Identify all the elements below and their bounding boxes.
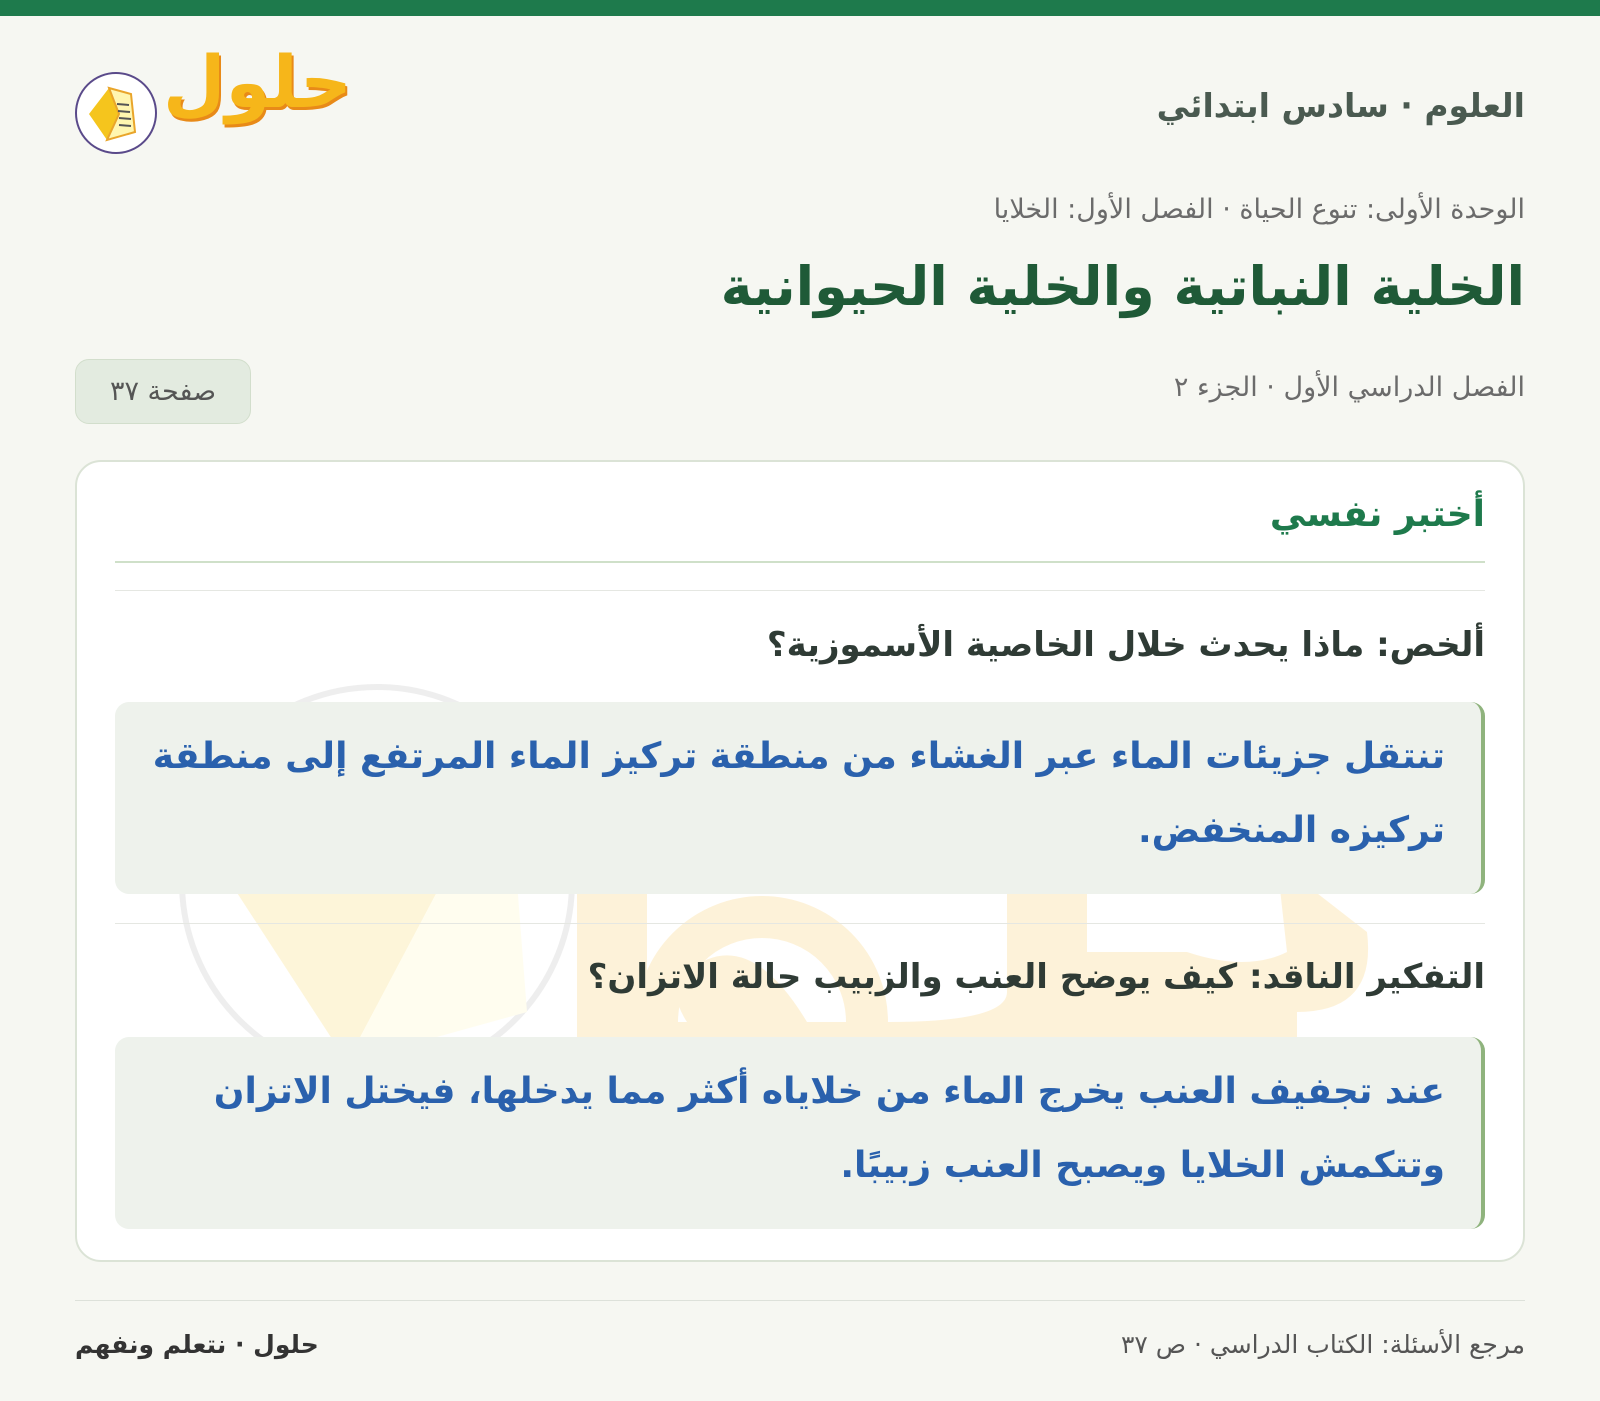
hulul-logo[interactable] (75, 40, 352, 162)
book-icon (75, 72, 157, 154)
self-test-card (75, 460, 1525, 1262)
footer-brand: حلول · نتعلم ونفهم (75, 1330, 319, 1359)
header (75, 40, 1525, 162)
footer-reference: مرجع الأسئلة: الكتاب الدراسي · ص ٣٧ (1120, 1330, 1525, 1359)
divider (115, 923, 1485, 924)
section-heading: أختبر نفسي (1269, 494, 1485, 535)
footer-divider (75, 1300, 1525, 1301)
subject-grade: العلوم · سادس ابتدائي (1156, 86, 1525, 125)
answer-1: تنتقل جزيئات الماء عبر الغشاء من منطقة تركيز الماء المرتفع إلى منطقة تركيزه المنخفض. (115, 702, 1485, 894)
question-2: التفكير الناقد: كيف يوضح العنب والزبيب حالة الاتزان؟ (587, 957, 1485, 997)
top-accent-bar (0, 0, 1600, 16)
term-info: الفصل الدراسي الأول · الجزء ٢ (1173, 372, 1525, 403)
page-title: الخلية النباتية والخلية الحيوانية (720, 255, 1525, 318)
heading-divider (115, 561, 1485, 563)
divider (115, 590, 1485, 591)
page-number-badge: صفحة ٣٧ (75, 359, 251, 424)
answer-2: عند تجفيف العنب يخرج الماء من خلاياه أكثر مما يدخلها، فيختل الاتزان وتتكمش الخلايا ويصبح العنب زبيبًا. (115, 1037, 1485, 1229)
question-1: ألخص: ماذا يحدث خلال الخاصية الأسموزية؟ (766, 625, 1485, 665)
breadcrumb: الوحدة الأولى: تنوع الحياة · الفصل الأول: الخلايا (993, 194, 1525, 225)
logo-wordmark: حلول (163, 40, 352, 124)
